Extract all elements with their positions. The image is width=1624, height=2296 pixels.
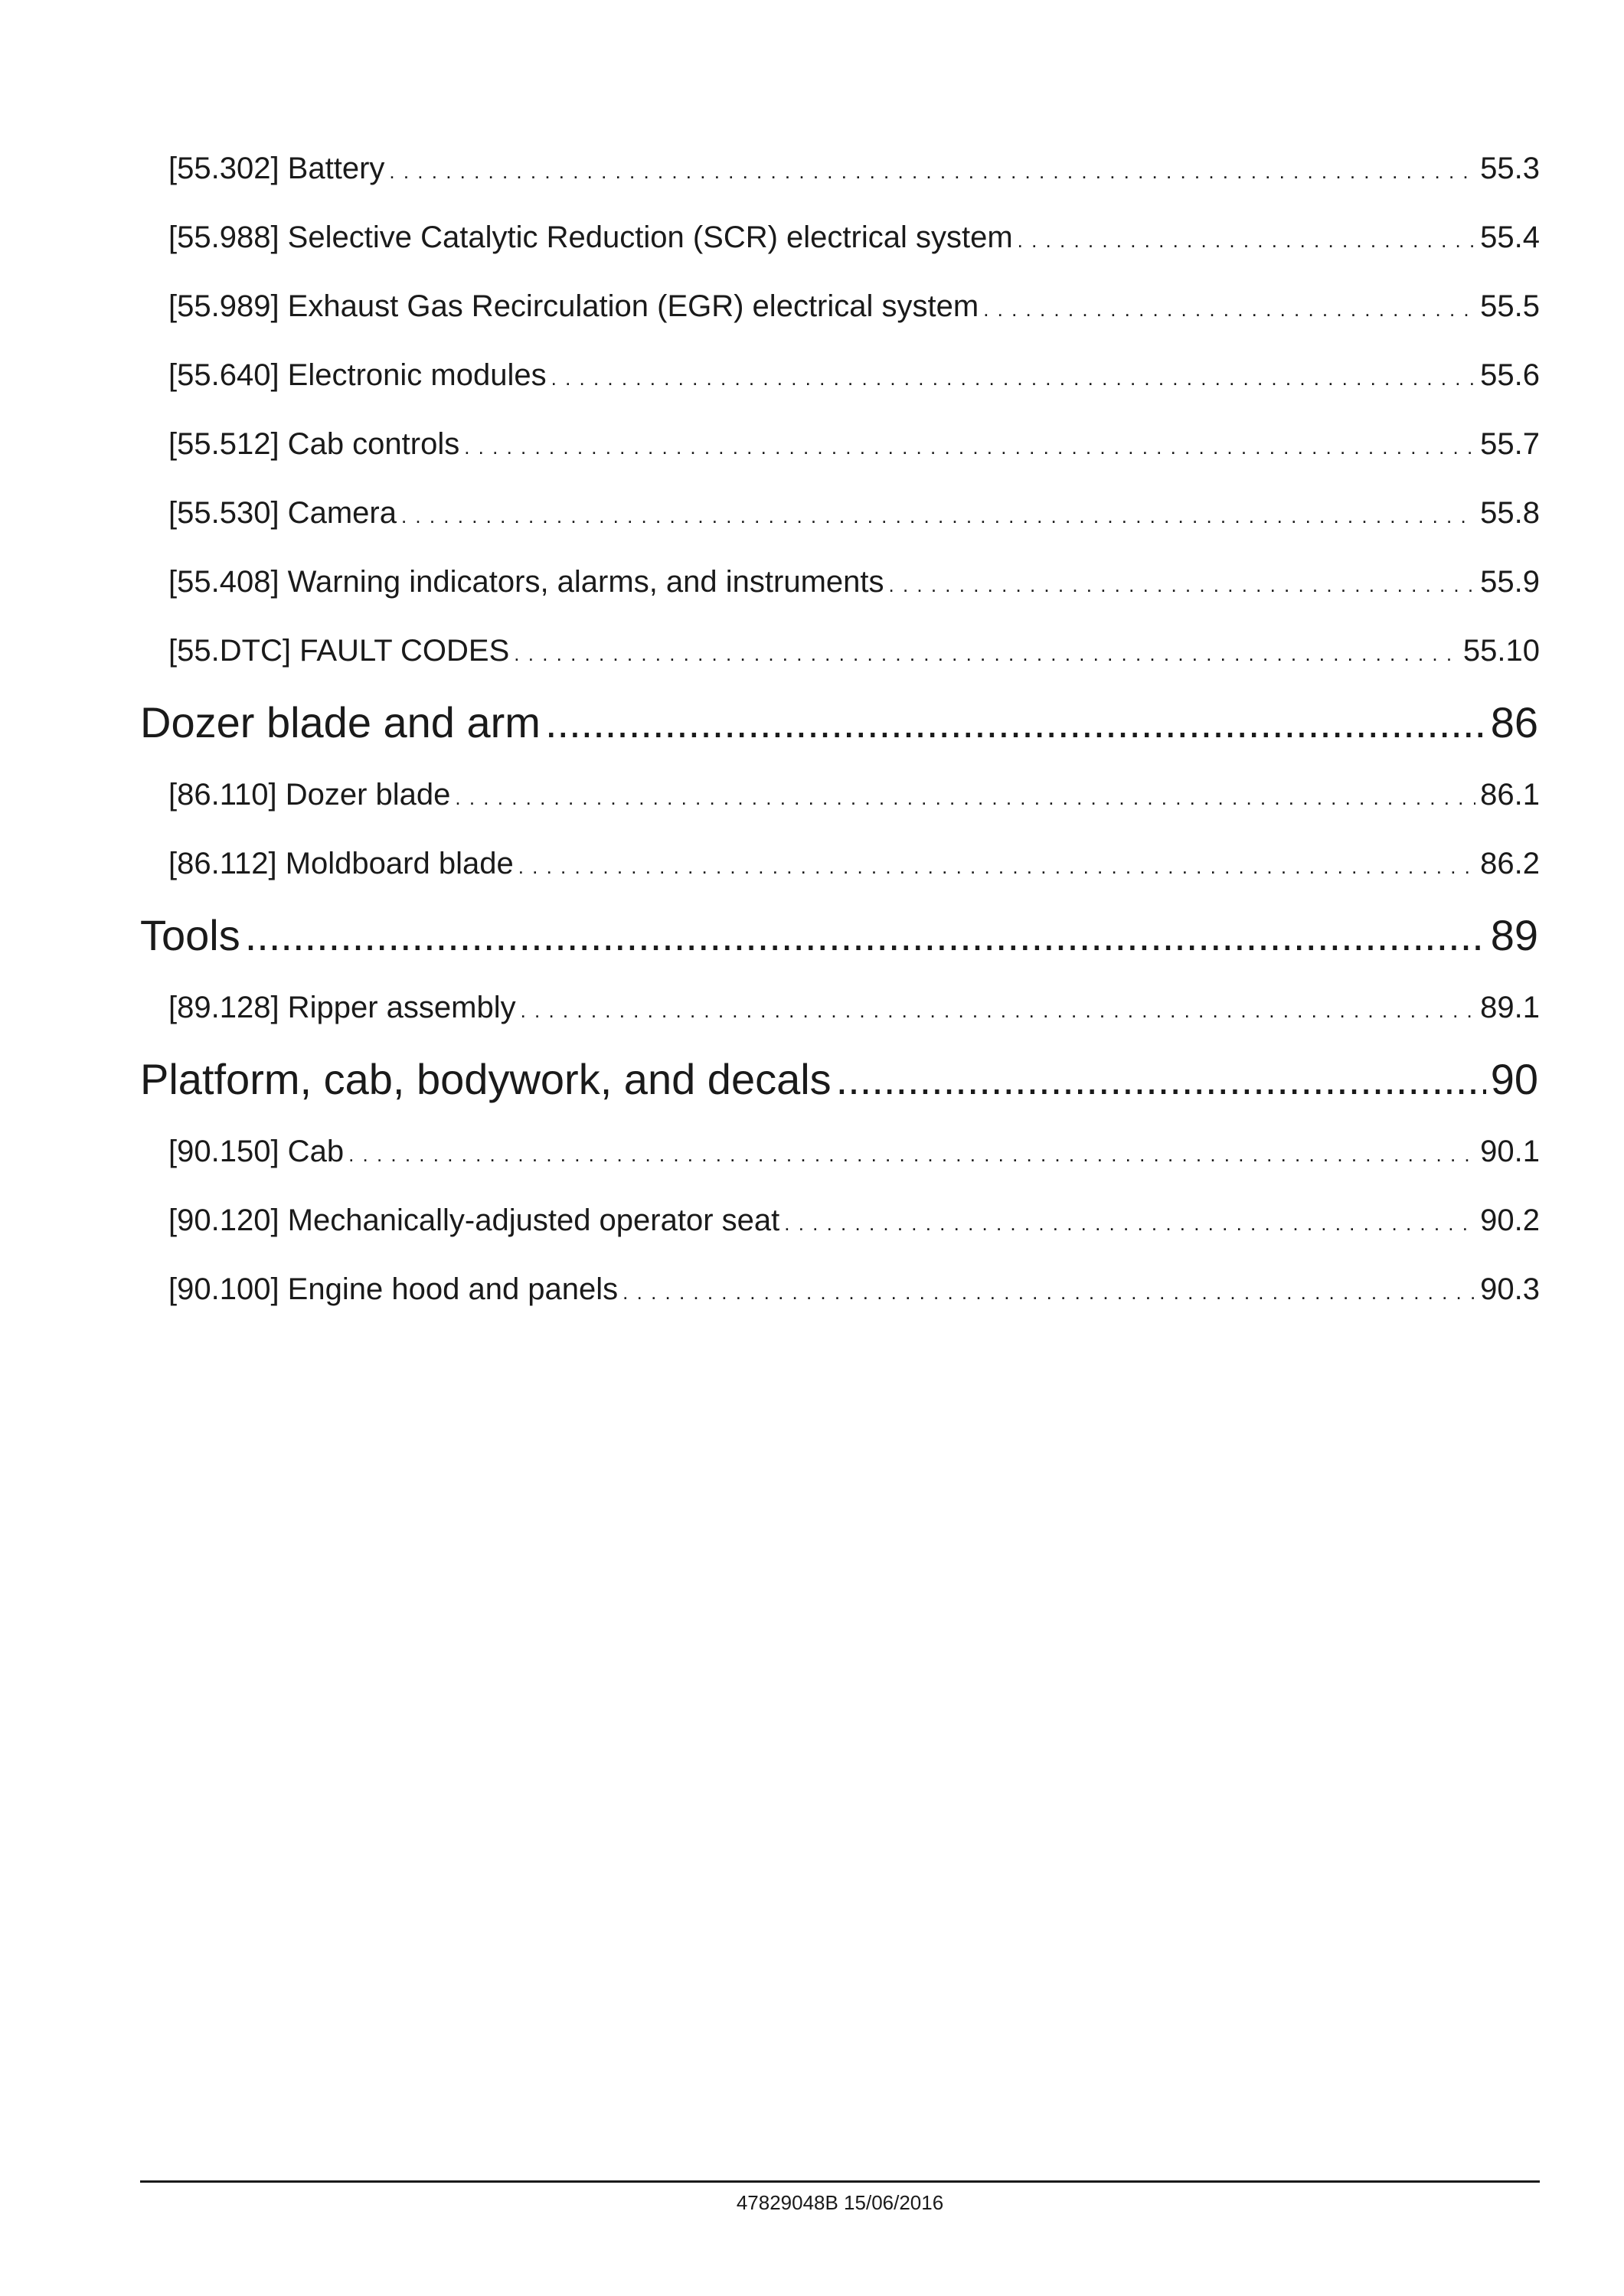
toc-entry-page: 90.3 [1480, 1272, 1540, 1306]
dot-leader [514, 616, 1459, 685]
toc-entry-page: 55.5 [1480, 289, 1540, 323]
toc-entry-page: 55.8 [1480, 496, 1540, 530]
toc-entry[interactable] [140, 203, 1540, 272]
toc-entry[interactable] [140, 134, 1540, 203]
dot-leader [622, 1255, 1475, 1324]
dot-leader [1018, 203, 1475, 272]
toc-entry-label: [55.302] Battery [168, 152, 385, 185]
footer-document-id: 47829048B 15/06/2016 [736, 2191, 944, 2214]
toc-entry-page: 55.7 [1480, 427, 1540, 461]
toc-entry-page: 55.6 [1480, 358, 1540, 392]
dot-leader [784, 1186, 1475, 1255]
dot-leader [464, 410, 1475, 478]
toc-entry-label: [55.512] Cab controls [168, 427, 460, 461]
dot-leader [518, 829, 1475, 898]
toc-entry-label: [55.DTC] FAULT CODES [168, 634, 510, 668]
toc-entry-label: [55.408] Warning indicators, alarms, and instruments [168, 565, 884, 599]
toc-entry-page: 55.9 [1480, 565, 1540, 599]
toc-entry-page: 90.2 [1480, 1204, 1540, 1237]
toc-section[interactable] [140, 898, 1540, 973]
toc-entry[interactable] [140, 760, 1540, 829]
toc-entry-label: [55.530] Camera [168, 496, 397, 530]
toc-entry-label: [86.112] Moldboard blade [168, 847, 514, 880]
toc-entry[interactable] [140, 478, 1540, 547]
toc-entry-label: [90.150] Cab [168, 1135, 345, 1168]
toc-entry-label: [55.640] Electronic modules [168, 358, 547, 392]
toc-entry-page: 86.1 [1480, 778, 1540, 812]
toc-entry-page: 90.1 [1480, 1135, 1540, 1168]
toc-section-label: Tools [140, 911, 240, 959]
toc-entry[interactable] [140, 973, 1540, 1042]
footer-divider [140, 2180, 1540, 2183]
dot-leader [983, 272, 1475, 341]
toc-section-page: 89 [1490, 911, 1538, 959]
toc-entry-label: [90.100] Engine hood and panels [168, 1272, 619, 1306]
toc-entry[interactable] [140, 1117, 1540, 1186]
toc-entry-page: 86.2 [1480, 847, 1540, 880]
toc-entry[interactable] [140, 272, 1540, 341]
toc-entry-label: [89.128] Ripper assembly [168, 991, 516, 1024]
table-of-contents [140, 134, 1540, 1324]
toc-entry[interactable] [140, 829, 1540, 898]
toc-entry[interactable] [140, 616, 1540, 685]
toc-entry[interactable] [140, 1255, 1540, 1324]
toc-entry-page: 55.4 [1480, 220, 1540, 254]
toc-entry-page: 55.3 [1480, 152, 1540, 185]
toc-section-label: Dozer blade and arm [140, 698, 541, 746]
dot-leader [521, 973, 1476, 1042]
toc-entry-label: [90.120] Mechanically-adjusted operator seat [168, 1204, 780, 1237]
toc-entry-page: 55.10 [1462, 634, 1540, 668]
toc-entry-page: 89.1 [1480, 991, 1540, 1024]
toc-section-page: 86 [1490, 698, 1538, 746]
dot-leader [245, 898, 1486, 973]
dot-leader [889, 547, 1476, 616]
dot-leader [545, 685, 1486, 760]
toc-entry[interactable] [140, 1186, 1540, 1255]
dot-leader [348, 1117, 1475, 1186]
toc-section[interactable] [140, 1042, 1540, 1117]
dot-leader [389, 134, 1475, 203]
dot-leader [455, 760, 1475, 829]
dot-leader [551, 341, 1476, 410]
dot-leader [836, 1042, 1486, 1117]
dot-leader [401, 478, 1475, 547]
toc-entry[interactable] [140, 341, 1540, 410]
toc-entry[interactable] [140, 547, 1540, 616]
toc-entry-label: [55.989] Exhaust Gas Recirculation (EGR) electrical system [168, 289, 979, 323]
toc-entry-label: [86.110] Dozer blade [168, 778, 451, 812]
toc-entry-label: [55.988] Selective Catalytic Reduction (SCR) electrical system [168, 220, 1013, 254]
toc-section-label: Platform, cab, bodywork, and decals [140, 1055, 832, 1103]
toc-section[interactable] [140, 685, 1540, 760]
toc-section-page: 90 [1490, 1055, 1538, 1103]
toc-entry[interactable] [140, 410, 1540, 478]
